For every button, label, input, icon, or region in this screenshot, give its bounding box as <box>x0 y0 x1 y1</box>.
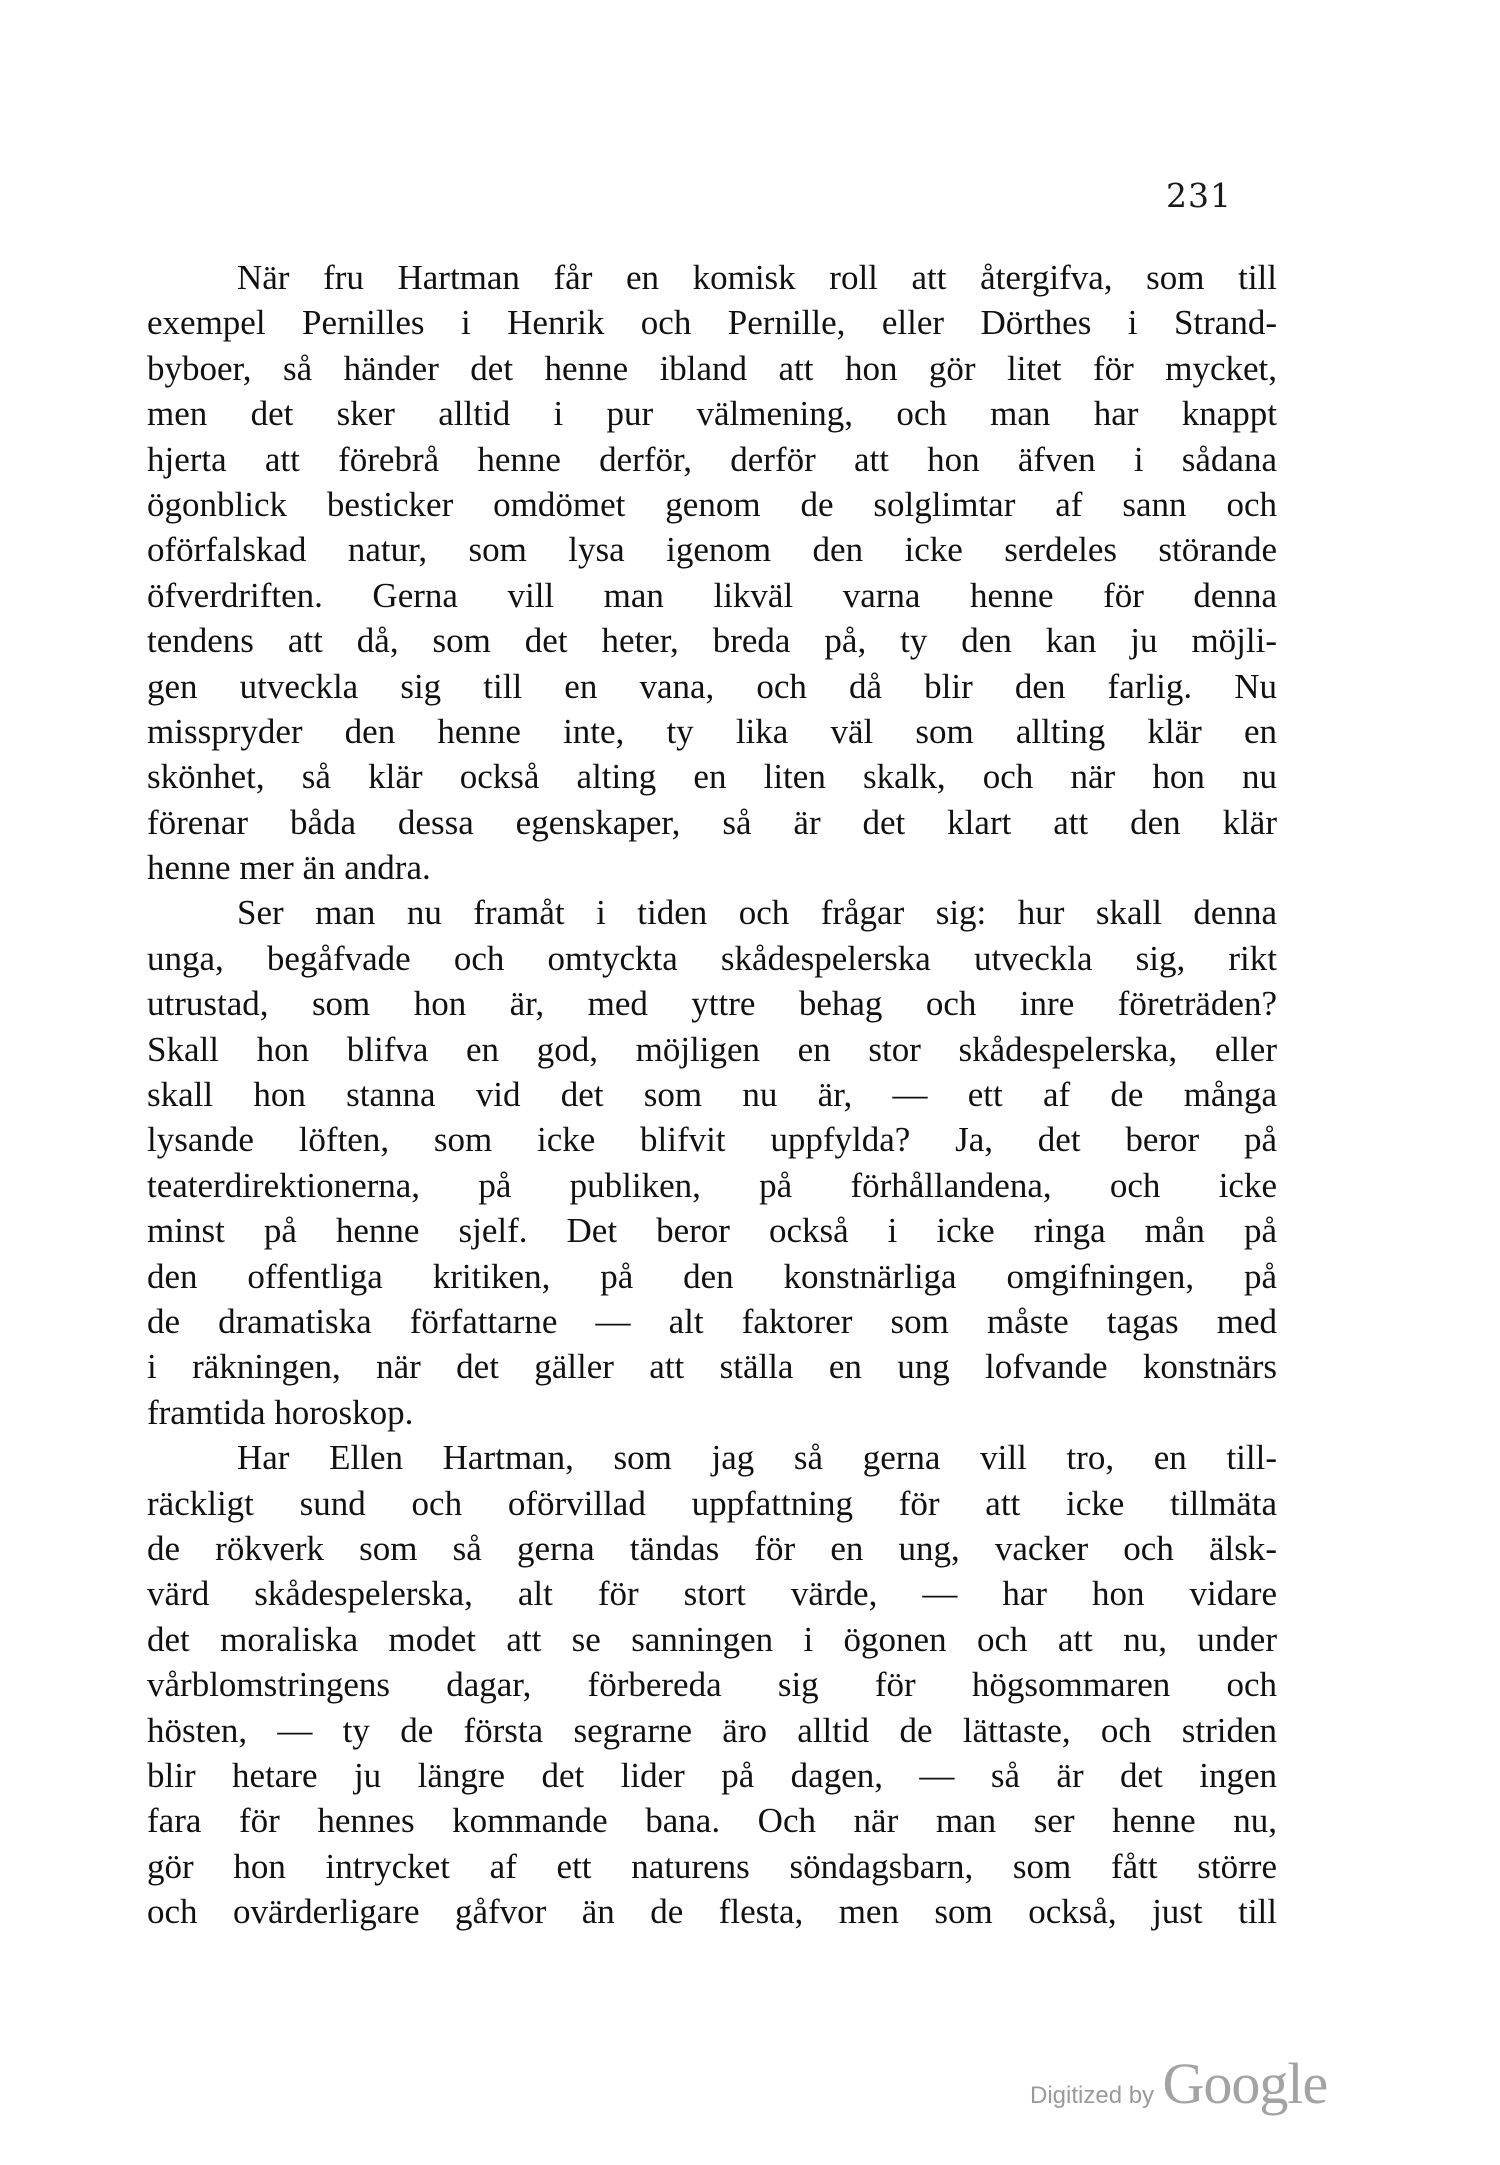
digitization-watermark <box>1030 2050 1327 2117</box>
text-line: utrustad, som hon är, med yttre behag och inre företräden? <box>147 984 1277 1024</box>
text-line: Skall hon blifva en god, möjligen en stor skådespelerska, eller <box>147 1029 1277 1069</box>
text-line: Har Ellen Hartman, som jag så gerna vill tro, en till- <box>237 1438 1277 1478</box>
text-line: skönhet, så klär också alting en liten skalk, och när hon nu <box>147 757 1277 797</box>
text-line: i räkningen, när det gäller att ställa en ung lofvande konstnärs <box>147 1347 1277 1387</box>
text-line: fara för hennes kommande bana. Och när man ser henne nu, <box>147 1801 1277 1841</box>
text-line: hösten, — ty de första segrarne äro alltid de lättaste, och striden <box>147 1710 1277 1750</box>
text-line: de dramatiska författarne — alt faktorer som måste tagas med <box>147 1301 1277 1341</box>
text-line: lysande löften, som icke blifvit uppfylda? Ja, det beror på <box>147 1120 1277 1160</box>
text-line: unga, begåfvade och omtyckta skådespelerska utveckla sig, rikt <box>147 938 1277 978</box>
text-line: och ovärderligare gåfvor än de flesta, men som också, just till <box>147 1892 1277 1932</box>
text-line: räckligt sund och oförvillad uppfattning för att icke tillmäta <box>147 1483 1277 1523</box>
text-line: henne mer än andra. <box>147 848 431 888</box>
page-number: 231 <box>1166 176 1232 215</box>
text-line: misspryder den henne inte, ty lika väl som allting klär en <box>147 711 1277 751</box>
text-line: gen utveckla sig till en vana, och då blir den farlig. Nu <box>147 666 1277 706</box>
text-line: hjerta att förebrå henne derför, derför att hon äfven i sådana <box>147 439 1277 479</box>
text-line: skall hon stanna vid det som nu är, — ett af de många <box>147 1075 1277 1115</box>
text-line: blir hetare ju längre det lider på dagen, — så är det ingen <box>147 1755 1277 1795</box>
text-line: men det sker alltid i pur välmening, och man har knappt <box>147 394 1277 434</box>
text-line: de rökverk som så gerna tändas för en ung, vacker och älsk- <box>147 1528 1277 1568</box>
text-line: Ser man nu framåt i tiden och frågar sig: hur skall denna <box>237 893 1277 933</box>
text-line: gör hon intrycket af ett naturens söndagsbarn, som fått större <box>147 1846 1277 1886</box>
google-logo: Google <box>1162 2051 1328 2116</box>
watermark-prefix: Digitized by <box>1030 2082 1155 2109</box>
text-line: vårblomstringens dagar, förbereda sig för högsommaren och <box>147 1665 1277 1705</box>
text-line: byboer, så händer det henne ibland att hon gör litet för mycket, <box>147 348 1277 388</box>
text-line: framtida horoskop. <box>147 1392 414 1432</box>
text-line: teaterdirektionerna, på publiken, på förhållandena, och icke <box>147 1165 1277 1205</box>
body-text <box>147 255 1277 1934</box>
text-line: den offentliga kritiken, på den konstnärliga omgifningen, på <box>147 1256 1277 1296</box>
text-line: oförfalskad natur, som lysa igenom den icke serdeles störande <box>147 530 1277 570</box>
text-line: det moraliska modet att se sanningen i ögonen och att nu, under <box>147 1619 1277 1659</box>
text-line: När fru Hartman får en komisk roll att återgifva, som till <box>237 258 1277 297</box>
text-line: tendens att då, som det heter, breda på, ty den kan ju möjli- <box>147 621 1277 661</box>
text-line: öfverdriften. Gerna vill man likväl varna henne för denna <box>147 575 1277 615</box>
text-line: minst på henne sjelf. Det beror också i icke ringa mån på <box>147 1211 1277 1251</box>
text-line: ögonblick besticker omdömet genom de solglimtar af sann och <box>147 484 1277 524</box>
text-line: exempel Pernilles i Henrik och Pernille, eller Dörthes i Strand- <box>147 303 1277 343</box>
text-line: värd skådespelerska, alt för stort värde, — har hon vidare <box>147 1574 1277 1614</box>
text-line: förenar båda dessa egenskaper, så är det klart att den klär <box>147 802 1277 842</box>
